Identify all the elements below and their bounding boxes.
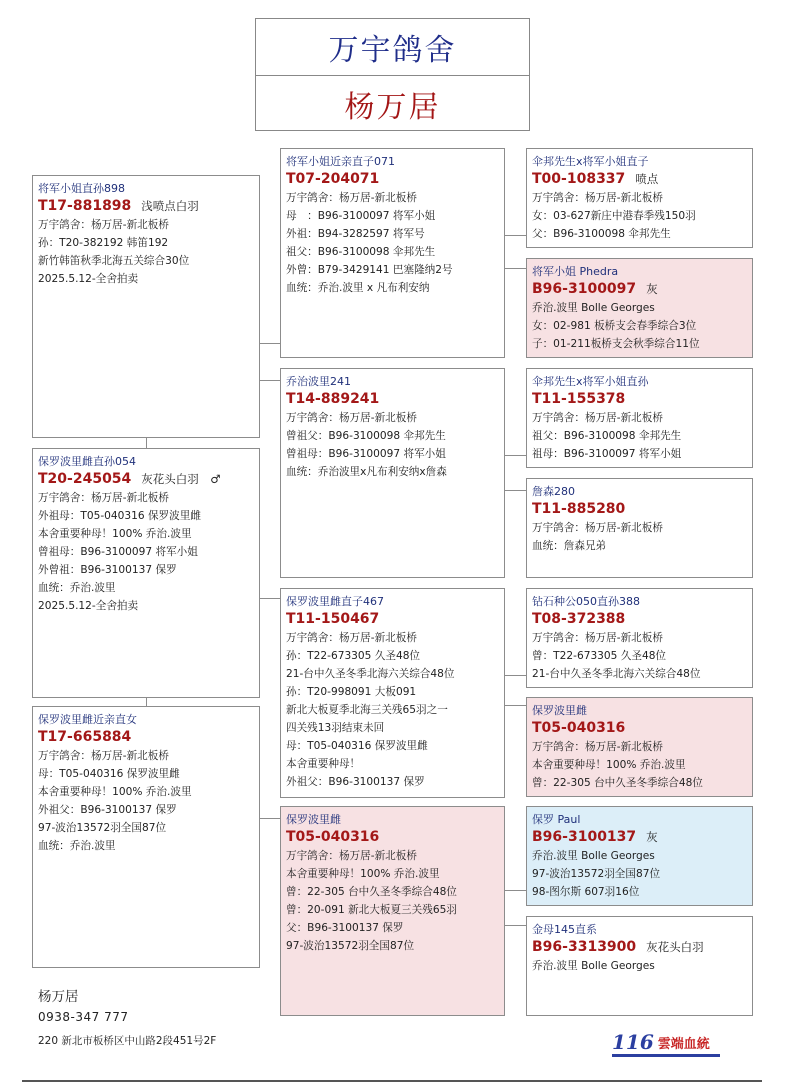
connector <box>504 455 526 456</box>
footer-phone: 0938-347 777 <box>38 1010 129 1024</box>
connector <box>146 438 147 448</box>
logo-underline <box>612 1054 720 1057</box>
card-heading: 詹森280 <box>532 485 575 498</box>
card-heading: 保罗波里雌直孙054 <box>38 455 136 468</box>
card-heading: 保罗波里雌 <box>286 813 341 826</box>
ring-number: T11-155378 <box>532 391 626 407</box>
ring-number: B96-3100097 灰 <box>532 281 658 297</box>
pigeon-card-subject-1: 将军小姐直孙898 T17-881898 浅喷点白羽 万宇鸽舍：杨万居-新北板桥 孙：T20-382192 韩笛192 新竹韩笛秋季北海五关综合30位 2025.5.12-全舍拍卖 <box>32 175 260 438</box>
ring-number: T11-885280 <box>532 501 626 517</box>
connector <box>504 890 526 891</box>
title-box <box>255 18 530 131</box>
connector <box>504 235 526 236</box>
card-heading: 将军小姐直孙898 <box>38 182 125 195</box>
connector <box>504 925 526 926</box>
brand-logo <box>612 1028 710 1056</box>
pigeon-card-granddam-3: 保罗波里雌 T05-040316 万宇鸽舍：杨万居-新北板桥 本舍重要种母！100% 乔治.波里 曾：22-305 台中久圣冬季综合48位 <box>526 697 753 797</box>
pigeon-card-grandsire-3: 钻石种公050直孙388 T08-372388 万宇鸽舍：杨万居-新北板桥 曾：T22-673305 久圣48位 21-台中久圣冬季北海六关综合48位 <box>526 588 753 688</box>
card-heading: 保罗波里雌近亲直女 <box>38 713 137 726</box>
footer-address: 220 新北市板桥区中山路2段451号2F <box>38 1035 217 1047</box>
pigeon-card-granddam-2: 詹森280 T11-885280 万宇鸽舍：杨万居-新北板桥 血统：詹森兄弟 <box>526 478 753 578</box>
card-heading: 伞邦先生x将军小姐直子 <box>532 155 649 168</box>
pigeon-card-granddam-4: 金母145直系 B96-3313900 灰花头白羽 乔治.波里 Bolle Georges <box>526 916 753 1016</box>
footer-owner-name: 杨万居 <box>38 989 79 1005</box>
pigeon-card-sire-1: 将军小姐近亲直子071 T07-204071 万宇鸽舍：杨万居-新北板桥 母 ：B96-3100097 将军小姐 外祖：B94-3282597 将军号 祖父：B96-3100098 伞邦先生 外曾：B79-3429141 巴塞隆纳2号 血统：乔治.波里 x 凡布利安纳 <box>280 148 505 358</box>
pigeon-card-grandsire-2: 伞邦先生x将军小姐直孙 T11-155378 万宇鸽舍：杨万居-新北板桥 祖父：B96-3100098 伞邦先生 祖母：B96-3100097 将军小姐 <box>526 368 753 468</box>
card-heading: 伞邦先生x将军小姐直孙 <box>532 375 649 388</box>
ring-number: T07-204071 <box>286 171 380 187</box>
owner-name: 杨万居 <box>344 90 441 125</box>
connector <box>259 598 280 599</box>
pigeon-card-dam-2: 保罗波里雌 T05-040316 万宇鸽舍：杨万居-新北板桥 本舍重要种母！100% 乔治.波里 曾：22-305 台中久圣冬季综合48位 曾：20-091 新北大板夏三关残65羽 父：B96-3100137 保罗 97-波治13572羽全国87位 <box>280 806 505 1016</box>
connector <box>504 490 526 491</box>
card-heading: 金母145直系 <box>532 923 597 936</box>
ring-number: T11-150467 <box>286 611 380 627</box>
card-heading: 乔治波里241 <box>286 375 351 388</box>
connector <box>504 675 526 676</box>
pigeon-card-dam-1: 乔治波里241 T14-889241 万宇鸽舍：杨万居-新北板桥 曾祖父：B96-3100098 伞邦先生 曾祖母：B96-3100097 将军小姐 血统：乔治波里x凡布利安纳x詹森 <box>280 368 505 578</box>
connector <box>504 705 526 706</box>
connector <box>146 698 147 706</box>
ring-number: T08-372388 <box>532 611 626 627</box>
connector <box>259 380 280 381</box>
connector <box>259 343 280 344</box>
card-heading: 保罗波里雌直子467 <box>286 595 384 608</box>
ring-number: T05-040316 <box>286 829 380 845</box>
pigeon-card-subject-2: 保罗波里雌直孙054 T20-245054 灰花头白羽 ♂ 万宇鸽舍：杨万居-新北板桥 外祖母：T05-040316 保罗波里雌 本舍重要种母！100% 乔治.波里 曾祖母：B96-3100097 将军小姐 外曾祖：B96-3100137 保罗 血统：乔治.波里 2025.5.12-全舍拍卖 <box>32 448 260 698</box>
loft-name: 万宇鸽舍 <box>256 19 529 76</box>
logo-text: 雲端血統 <box>657 1036 710 1052</box>
ring-number: B96-3100137 灰 <box>532 829 658 845</box>
card-heading: 将军小姐近亲直子071 <box>286 155 395 168</box>
card-heading: 保罗波里雌 <box>532 704 587 717</box>
ring-number: T05-040316 <box>532 720 626 736</box>
ring-number: T17-881898 浅喷点白羽 <box>38 198 199 214</box>
ring-number: B96-3313900 灰花头白羽 <box>532 939 704 955</box>
pigeon-card-sire-2: 保罗波里雌直子467 T11-150467 万宇鸽舍：杨万居-新北板桥 孙：T22-673305 久圣48位 21-台中久圣冬季北海六关综合48位 孙：T20-998091 大板091 新北大板夏季北海三关残65羽之一 四关残13羽结束未回 母：T05-040316 保罗波里雌 本舍重要种母！ 外祖父：B96-3100137 保罗 <box>280 588 505 798</box>
pigeon-card-grandsire-4: 保罗 Paul B96-3100137 灰 乔治.波里 Bolle Georges 97-波治13572羽全国87位 98-图尔斯 607羽16位 <box>526 806 753 906</box>
ring-number: T17-665884 <box>38 729 132 745</box>
bottom-divider <box>22 1080 762 1082</box>
logo-number: 116 <box>612 1030 654 1054</box>
card-heading: 保罗 Paul <box>532 813 581 826</box>
card-heading: 将军小姐 Phedra <box>532 265 619 278</box>
ring-number: T20-245054 灰花头白羽 ♂ <box>38 471 221 487</box>
ring-number: T00-108337 喷点 <box>532 171 659 187</box>
pigeon-card-subject-3: 保罗波里雌近亲直女 T17-665884 万宇鸽舍：杨万居-新北板桥 母：T05-040316 保罗波里雌 本舍重要种母！100% 乔治.波里 外祖父：B96-3100137 保罗 97-波治13572羽全国87位 血统：乔治.波里 <box>32 706 260 968</box>
ring-number: T14-889241 <box>286 391 380 407</box>
connector <box>504 268 526 269</box>
pigeon-card-granddam-1: 将军小姐 Phedra B96-3100097 灰 乔治.波里 Bolle Georges 女：02-981 板桥支会春季综合3位 子：01-211板桥支会秋季综合11位 <box>526 258 753 358</box>
connector <box>259 818 280 819</box>
card-heading: 钻石种公050直孙388 <box>532 595 640 608</box>
pigeon-card-grandsire-1: 伞邦先生x将军小姐直子 T00-108337 喷点 万宇鸽舍：杨万居-新北板桥 女：03-627新庄中港春季残150羽 父：B96-3100098 伞邦先生 <box>526 148 753 248</box>
